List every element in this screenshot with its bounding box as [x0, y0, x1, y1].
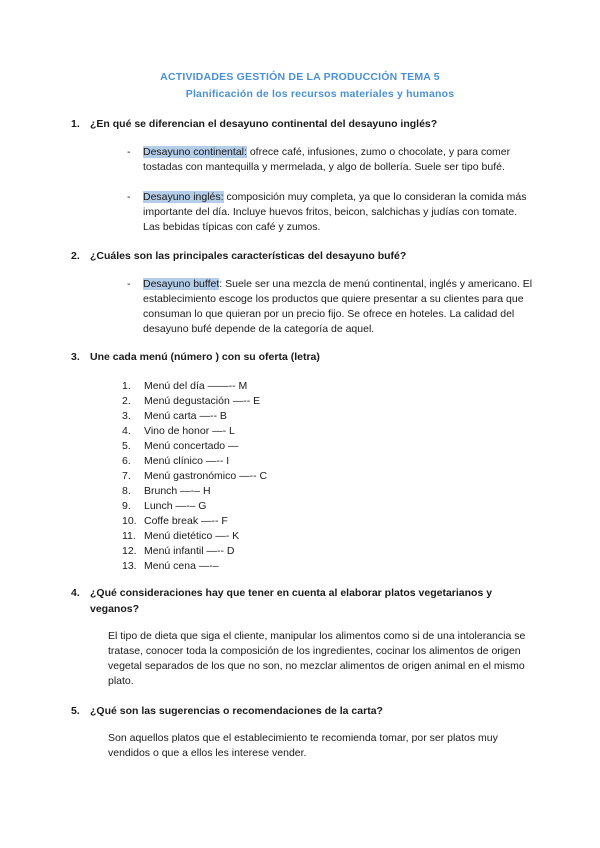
bullet-text: composición muy completa, ya que lo consideran la comida más importante del día. Incluye huevos fritos, beicon, salchichas y judías con tomate. Las bebidas típicas con café y zumos. [143, 191, 527, 233]
list-item [122, 529, 267, 544]
question-text: ¿Cuáles son las principales características del desayuno bufé? [90, 250, 407, 262]
list-number: 2. [122, 395, 131, 407]
question-number: 2. [71, 250, 80, 262]
list-item [122, 394, 267, 409]
question-text: ¿Qué consideraciones hay que tener en cuenta al elaborar platos vegetarianos y veganos? [90, 587, 493, 615]
list-item [122, 409, 267, 424]
list-item [122, 559, 267, 574]
list-text: Menú infantil —-- D [144, 545, 235, 557]
question-3 [71, 349, 530, 365]
question-text: Une cada menú (número ) con su oferta (letra) [90, 351, 320, 363]
highlighted-term: Desayuno continental: [143, 146, 247, 158]
question-1 [71, 116, 530, 132]
menu-list [122, 379, 267, 574]
bullet-text: : Suele ser una mezcla de menú continental, inglés y americano. El establecimiento escoge los productos que quiere presentar a su clientes para que consuman lo que quieran por un precio fijo. Se ofrece en hoteles. La calidad del desayuno bufé depende de la categoría de aquel. [143, 278, 533, 335]
list-item [122, 499, 267, 514]
list-item [122, 379, 267, 394]
question-text: ¿Qué son las sugerencias o recomendaciones de la carta? [90, 705, 383, 717]
list-number: 6. [122, 455, 131, 467]
list-number: 13. [122, 560, 137, 572]
document-title: ACTIVIDADES GESTIÓN DE LA PRODUCCIÓN TEMA 5 [160, 71, 440, 83]
bullet-dash: - [127, 278, 131, 290]
list-text: Menú dietético —- K [144, 530, 240, 542]
highlighted-term: Desayuno inglés: [143, 191, 224, 203]
list-number: 8. [122, 485, 131, 497]
list-text: Menú degustación —-- E [144, 395, 261, 407]
question-number: 3. [71, 351, 80, 363]
question-2 [71, 248, 530, 264]
answer-paragraph: Son aquellos platos que el establecimiento te recomienda tomar, por ser platos muy vendidos o que a ellos les interese vender. [108, 732, 498, 759]
list-text: Vino de honor —- L [144, 425, 235, 437]
list-item [122, 484, 267, 499]
document-subtitle: Planificación de los recursos materiales y humanos [185, 88, 455, 100]
list-text: Lunch —-– G [144, 500, 207, 512]
list-item [122, 514, 267, 529]
answer-paragraph: El tipo de dieta que siga el cliente, manipular los alimentos como si de una intolerancia se tratase, conocer toda la composición de los ingredientes, cocinar los alimentos de origen vegetal separados de los que no son, no mezclar alimentos de origen animal en el mismo plato. [108, 630, 526, 687]
list-item [122, 424, 267, 439]
list-number: 5. [122, 440, 131, 452]
question-number: 4. [71, 587, 80, 599]
bullet-item [127, 190, 533, 235]
list-text: Menú concertado — [144, 440, 239, 452]
list-item [122, 454, 267, 469]
list-text: Menú del día ——-- M [144, 380, 248, 392]
list-number: 3. [122, 410, 131, 422]
list-text: Menú carta —-- B [144, 410, 227, 422]
list-number: 11. [122, 530, 136, 542]
bullet-dash: - [127, 146, 131, 158]
question-5 [71, 703, 530, 719]
list-text: Brunch —-– H [144, 485, 211, 497]
bullet-item [127, 145, 533, 175]
bullet-text: ofrece café, infusiones, zumo o chocolate, y para comer tostadas con mantequilla y mermelada, y algo de bollería. Suele ser tipo bufé. [143, 146, 511, 173]
bullet-dash: - [127, 191, 131, 203]
list-number: 1. [122, 380, 131, 392]
list-item [122, 469, 267, 484]
list-item [122, 439, 267, 454]
question-number: 1. [71, 118, 80, 130]
list-item [122, 544, 267, 559]
bullet-item [127, 277, 533, 337]
question-4 [71, 585, 530, 617]
list-text: Menú gastronómico —-- C [144, 470, 268, 482]
list-number: 12. [122, 545, 137, 557]
list-text: Menú cena —-– [144, 560, 219, 572]
list-number: 4. [122, 425, 131, 437]
list-text: Coffe break —-- F [144, 515, 228, 527]
question-text: ¿En qué se diferencian el desayuno continental del desayuno inglés? [90, 118, 438, 130]
highlighted-term: Desayuno buffet [143, 278, 220, 290]
list-number: 9. [122, 500, 131, 512]
list-number: 7. [122, 470, 131, 482]
question-number: 5. [71, 705, 80, 717]
list-text: Menú clínico —-- I [144, 455, 230, 467]
list-number: 10. [122, 515, 137, 527]
